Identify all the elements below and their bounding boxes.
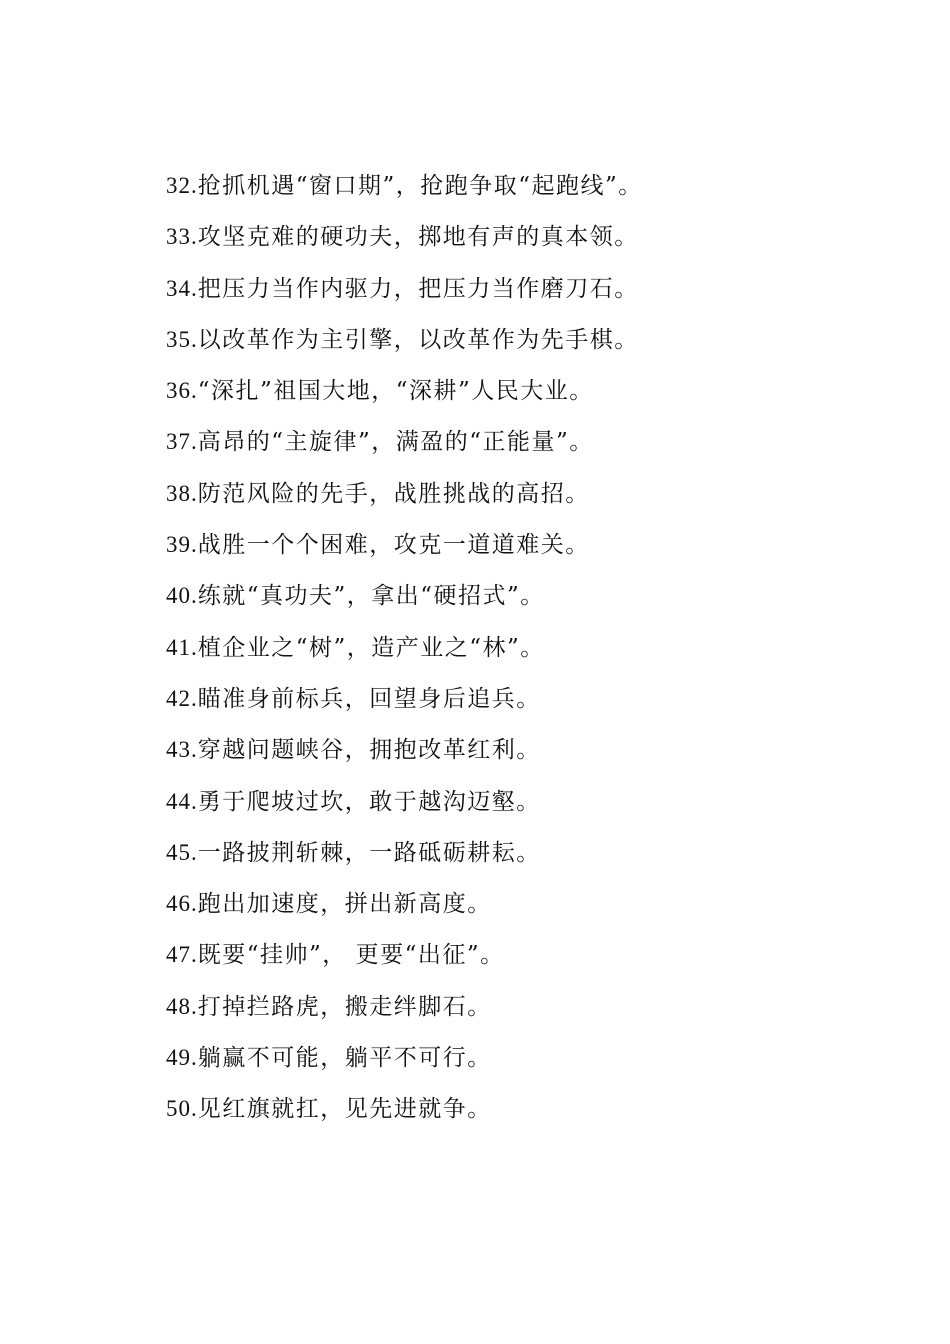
list-item bbox=[166, 472, 866, 523]
item-number: 35. bbox=[166, 326, 198, 352]
item-text: 植企业之“树”，造产业之“林”。 bbox=[197, 634, 545, 661]
item-number: 36. bbox=[166, 378, 198, 404]
item-number: 37. bbox=[166, 429, 198, 455]
list-item bbox=[166, 728, 866, 779]
item-text: 高昂的“主旋律”，满盈的“正能量”。 bbox=[197, 429, 594, 456]
item-number: 46. bbox=[166, 891, 198, 917]
item-number: 34. bbox=[166, 275, 198, 301]
item-text: 防范风险的先手，战胜挑战的高招。 bbox=[197, 480, 590, 507]
list-item bbox=[166, 574, 866, 625]
item-number: 41. bbox=[166, 634, 198, 660]
item-number: 48. bbox=[166, 993, 198, 1019]
item-number: 33. bbox=[166, 224, 198, 250]
item-text: 练就“真功夫”，拿出“硬招式”。 bbox=[197, 583, 545, 610]
item-text: 躺赢不可能，躺平不可行。 bbox=[197, 1045, 492, 1072]
item-number: 42. bbox=[166, 685, 198, 711]
item-number: 50. bbox=[166, 1096, 198, 1122]
item-number: 40. bbox=[166, 583, 198, 609]
list-item bbox=[166, 780, 866, 831]
item-number: 44. bbox=[166, 788, 198, 814]
list-item bbox=[166, 318, 866, 369]
item-text: 抢抓机遇“窗口期”，抢跑争取“起跑线”。 bbox=[197, 173, 643, 199]
list-item bbox=[166, 985, 866, 1036]
item-number: 43. bbox=[166, 737, 198, 763]
item-text: 以改革作为主引擎，以改革作为先手棋。 bbox=[197, 326, 639, 353]
item-text: 把压力当作内驱力，把压力当作磨刀石。 bbox=[197, 275, 639, 302]
list-item bbox=[166, 677, 866, 728]
item-text: 一路披荆斩棘，一路砥砺耕耘。 bbox=[197, 839, 541, 866]
item-text: 穿越问题峡谷，拥抱改革红利。 bbox=[197, 737, 541, 764]
item-text: 跑出加速度，拼出新高度。 bbox=[197, 891, 492, 918]
list-item bbox=[166, 267, 866, 318]
list-item bbox=[166, 164, 866, 215]
list-item bbox=[166, 882, 866, 933]
list-item bbox=[166, 369, 866, 420]
list-item bbox=[166, 933, 866, 984]
item-number: 32. bbox=[166, 173, 198, 198]
item-number: 45. bbox=[166, 839, 198, 865]
slogan-list bbox=[166, 164, 866, 1139]
list-item bbox=[166, 215, 866, 266]
item-text: “深扎”祖国大地，“深耕”人民大业。 bbox=[197, 378, 594, 405]
item-text: 打掉拦路虎，搬走绊脚石。 bbox=[197, 993, 492, 1020]
item-number: 47. bbox=[166, 942, 198, 968]
item-number: 49. bbox=[166, 1045, 198, 1071]
item-number: 38. bbox=[166, 480, 198, 506]
list-item bbox=[166, 626, 866, 677]
list-item bbox=[166, 523, 866, 574]
list-item bbox=[166, 1036, 866, 1087]
item-text: 见红旗就扛，见先进就争。 bbox=[197, 1096, 492, 1123]
item-text: 瞄准身前标兵，回望身后追兵。 bbox=[197, 685, 541, 712]
list-item bbox=[166, 831, 866, 882]
item-text: 攻坚克难的硬功夫，掷地有声的真本领。 bbox=[197, 224, 639, 251]
list-item bbox=[166, 420, 866, 471]
item-text: 战胜一个个困难，攻克一道道难关。 bbox=[197, 532, 590, 559]
item-number: 39. bbox=[166, 532, 198, 558]
item-text: 既要“挂帅”， 更要“出征”。 bbox=[197, 942, 505, 969]
item-text: 勇于爬坡过坎，敢于越沟迈壑。 bbox=[197, 788, 541, 815]
list-item bbox=[166, 1087, 866, 1138]
